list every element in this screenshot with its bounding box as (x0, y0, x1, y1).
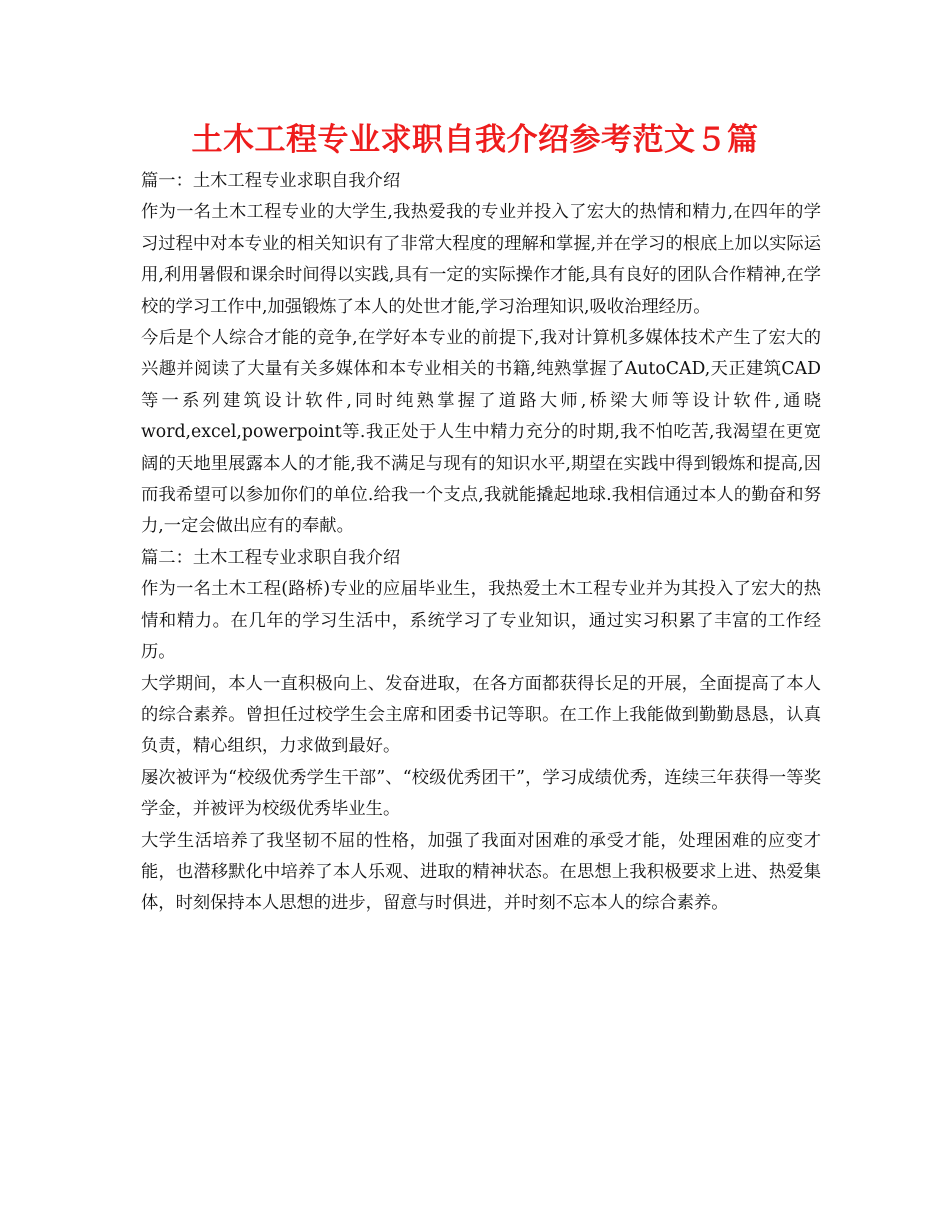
paragraph: 屡次被评为“校级优秀学生干部”、“校级优秀团干”，学习成绩优秀，连续三年获得一等奖学金，并被评为校级优秀毕业生。 (141, 767, 821, 820)
section-heading-2: 篇二：土木工程专业求职自我介绍 (141, 547, 401, 568)
paragraph: 作为一名土木工程专业的大学生,我热爱我的专业并投入了宏大的热情和精力,在四年的学习过程中对本专业的相关知识有了非常大程度的理解和掌握,并在学习的根底上加以实际运用,利用暑假和课余时间得以实践,具有一定的实际操作才能,具有良好的团队合作精神,在学校的学习工作中,加强锻炼了本人的处世才能,学习治理知识,吸收治理经历。 (141, 202, 821, 317)
section-heading-1: 篇一：土木工程专业求职自我介绍 (141, 171, 401, 191)
paragraph: 作为一名土木工程(路桥)专业的应届毕业生，我热爱土木工程专业并为其投入了宏大的热情和精力。在几年的学习生活中，系统学习了专业知识，通过实习积累了丰富的工作经历。 (141, 579, 821, 663)
paragraph: 今后是个人综合才能的竞争,在学好本专业的前提下,我对计算机多媒体技术产生了宏大的兴趣并阅读了大量有关多媒体和本专业相关的书籍,纯熟掌握了AutoCAD,天正建筑CAD等一系列建筑设计软件,同时纯熟掌握了道路大师,桥梁大师等设计软件,通晓word,excel,powerpoint等.我正处于人生中精力充分的时期,我不怕吃苦,我渴望在更宽阔的天地里展露本人的才能,我不满足与现有的知识水平,期望在实践中得到锻炼和提高,因而我希望可以参加你们的单位.给我一个支点,我就能撬起地球.我相信通过本人的勤奋和努力,一定会做出应有的奉献。 (141, 328, 821, 537)
paragraph: 大学生活培养了我坚韧不屈的性格，加强了我面对困难的承受才能，处理困难的应变才能，也潜移默化中培养了本人乐观、进取的精神状态。在思想上我积极要求上进、热爱集体，时刻保持本人思想的进步，留意与时俱进，并时刻不忘本人的综合素养。 (141, 830, 821, 914)
document-title: 土木工程专业求职自我介绍参考范文５篇 (191, 122, 759, 158)
paragraph: 大学期间，本人一直积极向上、发奋进取，在各方面都获得长足的开展，全面提高了本人的综合素养。曾担任过校学生会主席和团委书记等职。在工作上我能做到勤勤恳恳，认真负责，精心组织，力求做到最好。 (141, 673, 821, 757)
document-body (141, 166, 821, 920)
